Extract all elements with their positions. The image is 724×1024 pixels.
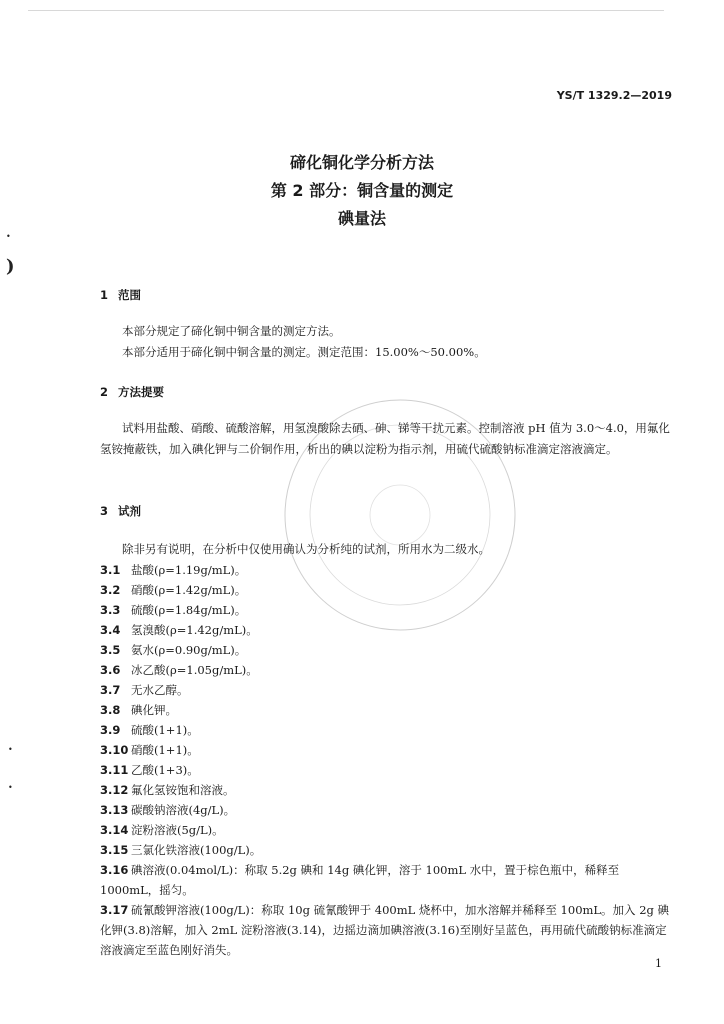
reagent-item: 3.1 盐酸(ρ=1.19g/mL)。 xyxy=(100,563,247,577)
reagent-item: 3.15 三氯化铁溶液(100g/L)。 xyxy=(100,843,262,857)
section-number: 1 xyxy=(100,288,109,302)
doc-title-line3: 碘量法 xyxy=(337,209,386,228)
top-rule xyxy=(28,10,664,11)
reagent-item: 3.4 氢溴酸(ρ=1.42g/mL)。 xyxy=(100,623,258,637)
scan-mark: • xyxy=(8,783,13,792)
binding-mark: ) xyxy=(6,256,15,277)
reagent-item: 3.11 乙酸(1+3)。 xyxy=(100,763,199,777)
paragraph: 本部分规定了碲化铜中铜含量的测定方法。 xyxy=(122,324,341,338)
reagent-item: 3.13 碳酸钠溶液(4g/L)。 xyxy=(100,803,236,817)
section-heading-3 xyxy=(100,503,141,519)
reagent-item: 3.10 硝酸(1+1)。 xyxy=(100,743,199,757)
reagent-item: 3.17 硫氰酸钾溶液(100g/L)：称取 10g 硫氰酸钾于 400mL 烧杯中，加水溶解并稀释至 100mL。加入 2g 碘化钾(3.8)溶解，加入 2mL 淀粉溶液(3.14)，边摇边滴加碘溶液(3.16)至刚好呈蓝色，再用硫代硫酸钠标准滴定溶液滴定至蓝色刚好消失。 xyxy=(100,903,670,957)
section-heading-1 xyxy=(100,287,141,303)
reagent-item: 3.7 无水乙醇。 xyxy=(100,683,189,697)
section-heading-2 xyxy=(100,384,164,400)
page-number: 1 xyxy=(655,957,662,970)
doc-title-line1: 碲化铜化学分析方法 xyxy=(289,153,434,172)
section-number: 2 xyxy=(100,385,109,399)
reagent-item: 3.3 硫酸(ρ=1.84g/mL)。 xyxy=(100,603,247,617)
section-title: 方法提要 xyxy=(118,385,164,399)
reagent-item: 3.6 冰乙酸(ρ=1.05g/mL)。 xyxy=(100,663,258,677)
standard-number: YS/T 1329.2—2019 xyxy=(556,89,672,102)
paragraph: 试料用盐酸、硝酸、硫酸溶解，用氢溴酸除去硒、砷、锑等干扰元素。控制溶液 pH 值为 3.0～4.0，用氟化氢铵掩蔽铁，加入碘化钾与二价铜作用，析出的碘以淀粉为指示剂，用硫代硫酸钠标准滴定溶液滴定。 xyxy=(100,421,670,456)
reagent-item: 3.9 硫酸(1+1)。 xyxy=(100,723,199,737)
section-title: 范围 xyxy=(118,288,141,302)
reagent-item: 3.8 碘化钾。 xyxy=(100,703,177,717)
reagent-item: 3.14 淀粉溶液(5g/L)。 xyxy=(100,823,224,837)
paragraph: 除非另有说明，在分析中仅使用确认为分析纯的试剂，所用水为二级水。 xyxy=(122,542,490,556)
scan-mark: • xyxy=(6,232,11,241)
section-title: 试剂 xyxy=(118,504,141,518)
scan-mark: • xyxy=(8,745,13,754)
reagent-item: 3.2 硝酸(ρ=1.42g/mL)。 xyxy=(100,583,247,597)
reagent-item: 3.5 氨水(ρ=0.90g/mL)。 xyxy=(100,643,247,657)
paragraph: 本部分适用于碲化铜中铜含量的测定。测定范围：15.00%～50.00%。 xyxy=(122,345,486,359)
section-number: 3 xyxy=(100,504,109,518)
reagent-item: 3.16 碘溶液(0.04mol/L)：称取 5.2g 碘和 14g 碘化钾，溶于 100mL 水中，置于棕色瓶中，稀释至 1000mL，摇匀。 xyxy=(100,863,620,897)
reagent-item: 3.12 氟化氢铵饱和溶液。 xyxy=(100,783,235,797)
doc-title-line2: 第 2 部分：铜含量的测定 xyxy=(270,181,454,200)
